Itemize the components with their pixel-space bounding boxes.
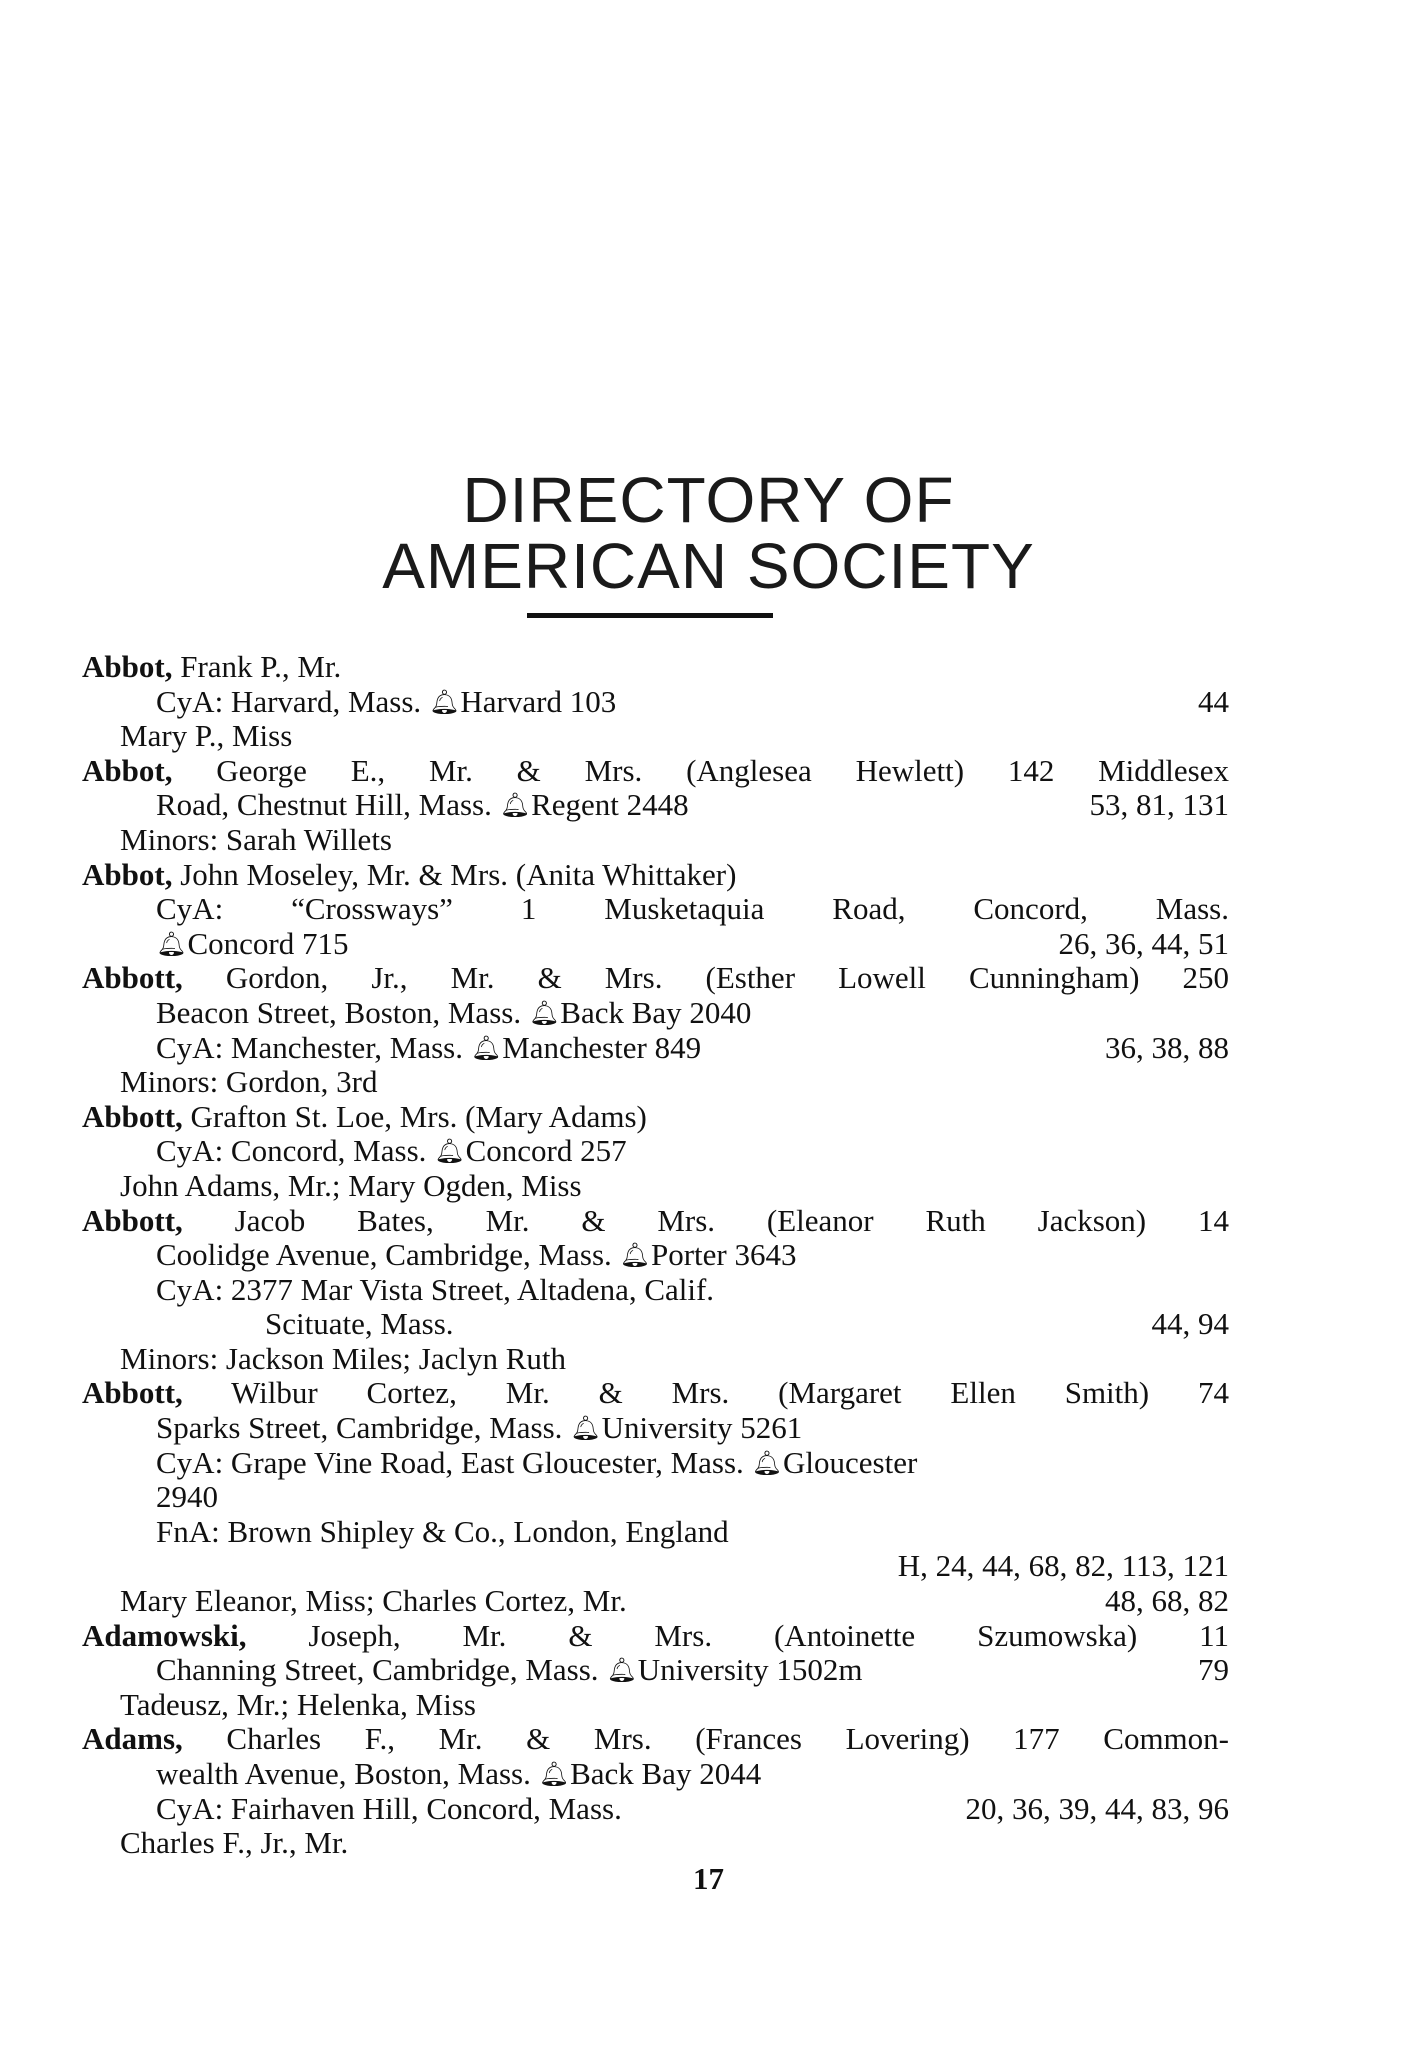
entry-minors-line — [82, 1065, 1229, 1100]
telephone-number: Regent 2448 — [531, 787, 689, 823]
entry-text: Wilbur Cortez, Mr. & Mrs. (Margaret Ellen Smith) 74 — [182, 1375, 1229, 1411]
page-number: 17 — [693, 1861, 724, 1896]
telephone-bell-icon: 🔔︎ — [570, 1416, 601, 1443]
page-references: 20, 36, 39, 44, 83, 96 — [965, 1790, 1229, 1826]
entry-heading-line — [82, 1204, 1229, 1239]
page-title-line-1: DIRECTORY OF — [462, 464, 955, 536]
entry-minors-line — [82, 1342, 1229, 1377]
entry-text: Grafton St. Loe, Mrs. (Mary Adams) — [182, 1098, 647, 1134]
entry-heading-line — [82, 754, 1229, 789]
telephone-number: Back Bay 2044 — [570, 1756, 762, 1791]
entry-text: wealth Avenue, Boston, Mass. — [156, 1756, 539, 1791]
page-references: 48, 68, 82 — [1105, 1583, 1229, 1619]
entry-surname: Adams, — [82, 1721, 183, 1757]
entry-detail-line — [82, 1757, 1229, 1792]
entry-detail-line — [82, 1307, 1229, 1342]
entry-text: Minors: Gordon, 3rd — [120, 1064, 378, 1100]
entry-heading-line — [82, 1376, 1229, 1411]
entry-text: John Moseley, Mr. & Mrs. (Anita Whittaker) — [172, 856, 737, 892]
entry-detail-line — [82, 1792, 1229, 1827]
entry-family-line — [82, 1169, 1229, 1204]
entry-detail-line — [82, 1411, 1229, 1446]
entry-text: Joseph, Mr. & Mrs. (Antoinette Szumowska) 11 — [246, 1617, 1229, 1653]
telephone-number: Concord 257 — [465, 1133, 627, 1169]
entry-surname: Abbot, — [82, 649, 173, 684]
entry-surname: Abbott, — [82, 1202, 183, 1238]
entry-detail-line — [82, 1238, 1229, 1273]
entry-detail-line — [82, 1653, 1229, 1688]
entry-detail-line — [82, 996, 1229, 1031]
entry-text: CyA: Grape Vine Road, East Gloucester, Mass. — [156, 1444, 752, 1480]
entry-surname: Adamowski, — [82, 1617, 247, 1653]
entry-text: CyA: Fairhaven Hill, Concord, Mass. — [156, 1790, 622, 1826]
page-references: H, 24, 44, 68, 82, 113, 121 — [897, 1548, 1229, 1584]
entry-text: Coolidge Avenue, Cambridge, Mass. — [156, 1237, 620, 1273]
telephone-bell-icon: 🔔︎ — [428, 689, 460, 716]
entry-family-line — [82, 1826, 1229, 1861]
telephone-bell-icon: 🔔︎ — [499, 793, 531, 820]
entry-text: 2940 — [156, 1479, 218, 1515]
entry-surname: Abbott, — [82, 960, 183, 996]
page-title-line-2: AMERICAN SOCIETY — [382, 530, 1035, 602]
entry-detail-line — [82, 1480, 1229, 1515]
entry-text: Minors: Jackson Miles; Jaclyn Ruth — [120, 1340, 567, 1376]
entry-text: Mary P., Miss — [120, 718, 293, 754]
telephone-number: Manchester 849 — [502, 1029, 702, 1065]
entry-surname: Abbot, — [82, 752, 173, 788]
telephone-bell-icon: 🔔︎ — [434, 1139, 465, 1166]
entry-text: FnA: Brown Shipley & Co., London, England — [156, 1513, 729, 1549]
entry-detail-line — [82, 892, 1229, 927]
entry-text: Mary Eleanor, Miss; Charles Cortez, Mr. — [120, 1583, 627, 1619]
entry-text: CyA: Manchester, Mass. — [156, 1029, 471, 1065]
entry-family-line — [82, 1688, 1229, 1723]
entry-text: George E., Mr. & Mrs. (Anglesea Hewlett) 142 Middlesex — [172, 752, 1229, 788]
entry-text: Frank P., Mr. — [172, 649, 342, 684]
entry-heading-line — [82, 1722, 1229, 1757]
entry-heading-line — [82, 650, 1229, 685]
entry-detail-line — [82, 1031, 1229, 1066]
entry-text: CyA: Concord, Mass. — [156, 1133, 435, 1169]
entry-minors-line — [82, 823, 1229, 858]
telephone-bell-icon: 🔔︎ — [619, 1243, 650, 1270]
telephone-number: Back Bay 2040 — [560, 994, 752, 1030]
page-references: 36, 38, 88 — [1105, 1029, 1229, 1065]
entry-heading-line — [82, 961, 1229, 996]
telephone-bell-icon: 🔔︎ — [751, 1450, 783, 1477]
entry-detail-line — [82, 685, 1229, 720]
entry-detail-line — [82, 1134, 1229, 1169]
page-references: 53, 81, 131 — [1089, 787, 1229, 823]
entry-text: CyA: 2377 Mar Vista Street, Altadena, Calif. — [156, 1271, 715, 1307]
entry-text: Jacob Bates, Mr. & Mrs. (Eleanor Ruth Jackson) 14 — [182, 1202, 1229, 1238]
entry-text: John Adams, Mr.; Mary Ogden, Miss — [120, 1167, 582, 1203]
telephone-bell-icon: 🔔︎ — [538, 1762, 570, 1788]
entry-surname: Abbott, — [82, 1098, 183, 1134]
page-references: 44 — [1198, 683, 1229, 719]
page-references: 44, 94 — [1151, 1306, 1229, 1342]
entry-text: CyA: Harvard, Mass. — [156, 683, 429, 719]
entry-text: Sparks Street, Cambridge, Mass. — [156, 1410, 571, 1446]
telephone-bell-icon: 🔔︎ — [606, 1658, 637, 1685]
page-references: 26, 36, 44, 51 — [1058, 925, 1229, 961]
entry-detail-line — [82, 1515, 1229, 1550]
entry-family-line — [82, 719, 1229, 754]
entry-surname: Abbott, — [82, 1375, 183, 1411]
title-divider — [527, 613, 773, 618]
entry-family-line — [82, 1584, 1229, 1619]
entry-detail-line — [82, 1549, 1229, 1584]
entry-surname: Abbot, — [82, 856, 173, 892]
directory-entries — [82, 650, 1229, 1861]
telephone-number: Concord 715 — [187, 925, 349, 961]
entry-text: Charles F., Jr., Mr. — [120, 1825, 349, 1861]
entry-detail-line — [82, 1273, 1229, 1308]
entry-text: Charles F., Mr. & Mrs. (Frances Lovering) 177 Common- — [182, 1721, 1229, 1757]
telephone-bell-icon: 🔔︎ — [470, 1035, 502, 1062]
entry-text: Road, Chestnut Hill, Mass. — [156, 787, 500, 823]
entry-text: Tadeusz, Mr.; Helenka, Miss — [120, 1686, 476, 1722]
telephone-bell-icon: 🔔︎ — [156, 931, 187, 958]
entry-detail-line — [82, 788, 1229, 823]
entry-text: Scituate, Mass. — [265, 1306, 454, 1342]
telephone-number: Gloucester — [783, 1444, 918, 1480]
entry-text: Minors: Sarah Willets — [120, 821, 392, 857]
entry-heading-line — [82, 1619, 1229, 1654]
entry-text: Gordon, Jr., Mr. & Mrs. (Esther Lowell Cunningham) 250 — [182, 960, 1229, 996]
entry-text: Channing Street, Cambridge, Mass. — [156, 1652, 607, 1688]
page-references: 79 — [1198, 1652, 1229, 1688]
entry-detail-line — [82, 1446, 1229, 1481]
entry-text: Beacon Street, Boston, Mass. — [156, 994, 529, 1030]
telephone-number: Harvard 103 — [460, 683, 617, 719]
telephone-number: University 1502m — [637, 1652, 863, 1688]
entry-heading-line — [82, 1100, 1229, 1135]
telephone-number: University 5261 — [601, 1410, 803, 1446]
entry-text: CyA: “Crossways” 1 Musketaquia Road, Concord, Mass. — [156, 891, 1229, 927]
entry-heading-line — [82, 858, 1229, 893]
telephone-number: Porter 3643 — [650, 1237, 797, 1273]
entry-detail-line — [82, 927, 1229, 962]
telephone-bell-icon: 🔔︎ — [528, 1000, 560, 1027]
